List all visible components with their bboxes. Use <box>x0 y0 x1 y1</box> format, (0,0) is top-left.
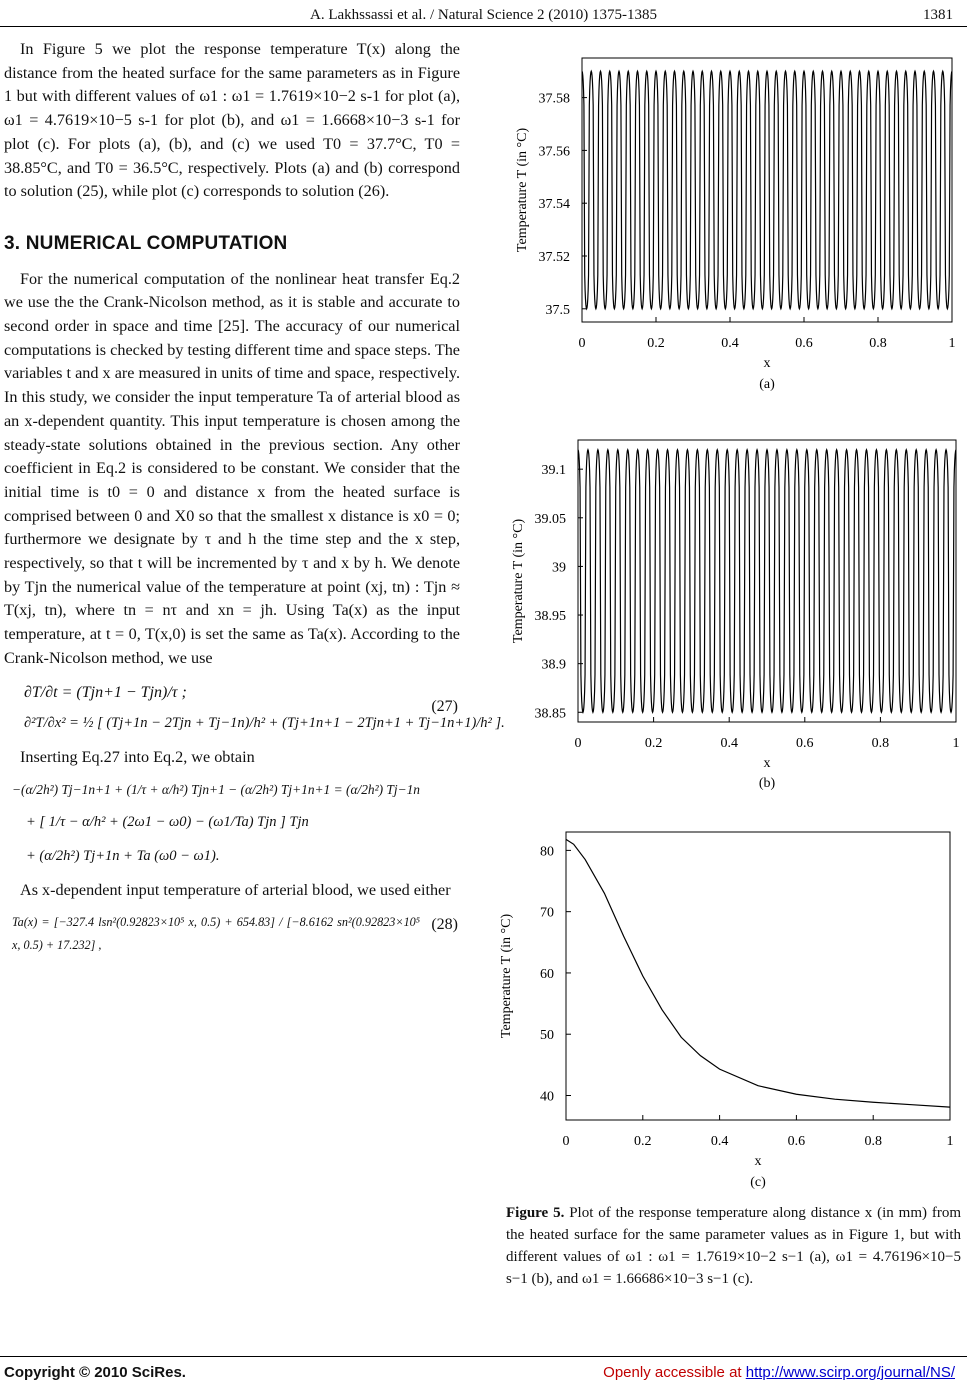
plot-b <box>490 432 965 797</box>
x-tick-label: 0.2 <box>644 736 663 751</box>
plot-sublabel: (c) <box>750 1175 766 1190</box>
equation-28-line: Ta(x) = [−327.4 lsn²(0.92823×10⁵ x, 0.5) + 654.83] / [−8.6162 sn²(0.92823×10⁵ x, 0.5) + 17.232] , <box>12 914 420 953</box>
plot-frame <box>566 832 950 1120</box>
y-tick-label: 39.1 <box>541 463 566 479</box>
plot-a <box>490 40 965 400</box>
equation-28-number: (28) <box>431 915 458 933</box>
x-axis-label: x <box>763 756 771 771</box>
equation-discretized <box>4 778 460 869</box>
x-tick-label: 1 <box>946 1134 954 1149</box>
y-tick-label: 37.56 <box>538 144 570 160</box>
open-access-note <box>603 1364 955 1381</box>
plot-a-svg <box>490 40 965 400</box>
x-axis-label: x <box>763 356 771 371</box>
plot-sublabel: (b) <box>758 776 776 791</box>
y-tick-label: 80 <box>540 844 554 860</box>
x-tick-label: 0.8 <box>864 1134 882 1149</box>
figure-caption <box>506 1202 961 1290</box>
page-footer <box>0 1362 967 1388</box>
equation-27-line-2: ∂²T/∂x² = ½ [ (Tj+1n − 2Tjn + Tj−1n)/h² + (Tj+1n+1 − 2Tjn+1 + Tj−1n+1)/h² ]. <box>24 715 505 732</box>
x-tick-label: 0.2 <box>647 336 665 351</box>
paragraph-numerical-method: For the numerical computation of the nonlinear heat transfer Eq.2 we use the the Crank-Nicolson method, as it is stable and accurate to second order in space and time [25]. The accuracy of our numerical computations is checked by testing different time and space steps. The variables t and x are measured in units of time and space, respectively. In this study, we consider the input temperature Ta of arterial blood as an x-dependent quantity. This input temperature is chosen among the steady-state solutions obtained in the previous section. Any other coefficient in Eq.2 is considered to be constant. We consider that the initial time is t0 = 0 and distance x from the heated surface is comprised between 0 and X0 so that the smallest x distance is x0 = 0; furthermore we designate by τ and h the time step and the x step, respectively, so that t will be incremented by τ and x by h. We denote by Tjn the numerical value of the temperature at point (xj, tn) : Tjn ≈ T(xj, tn), where tn = nτ and xn = jh. Using Ta(x) as the input temperature, at t = 0, T(x,0) is set the same as Ta(x). According to the Crank-Nicolson method, we use <box>4 269 460 667</box>
equation-27-line-1: ∂T/∂t = (Tjn+1 − Tjn)/τ ; <box>24 683 187 701</box>
plot-frame <box>582 58 952 322</box>
equation-discretized-line-3: + (α/2h²) Tj+1n + Ta (ω0 − ω1). <box>26 848 220 865</box>
paragraph-figure5-intro: In Figure 5 we plot the response temperature T(x) along the distance from the heated surface for the same parameters as in Figure 1 but with different values of ω1 : ω1 = 1.7619×10−2 s-1 for plot (a), ω1 = 4.7619×10−5 s-1 for plot (b), and ω1 = 1.6668×10−3 s-1 for plot (c). For plots (a), (b), and (c) we used T0 = 37.7°C, T0 = 38.85°C, and T0 = 36.5°C, respectively. Plots (a) and (b) correspond to solution (25), while plot (c) corresponds to solution (26). <box>4 40 460 201</box>
y-tick-label: 60 <box>540 966 554 982</box>
footer-rule <box>0 1356 967 1357</box>
y-axis-label: Temperature T (in °C) <box>511 518 526 644</box>
paragraph-inserting: Inserting Eq.27 into Eq.2, we obtain <box>20 747 255 766</box>
y-tick-label: 37.58 <box>538 91 570 107</box>
x-tick-label: 1 <box>948 336 956 351</box>
figure-caption-lead: Figure 5. <box>506 1205 565 1221</box>
x-tick-label: 0.6 <box>796 736 814 751</box>
x-tick-label: 0.4 <box>710 1134 729 1149</box>
y-tick-label: 38.85 <box>534 706 566 722</box>
series-line <box>582 71 952 309</box>
x-tick-label: 0 <box>574 736 582 751</box>
x-tick-label: 0.4 <box>720 736 738 751</box>
running-title: A. Lakhssassi et al. / Natural Science 2 (2010) 1375-1385 <box>310 7 657 23</box>
plot-b-svg <box>490 432 965 797</box>
x-tick-label: 0.2 <box>634 1134 652 1149</box>
x-tick-label: 0.8 <box>871 736 890 751</box>
y-tick-label: 38.9 <box>541 657 566 673</box>
equation-27-number: (27) <box>431 697 458 715</box>
y-axis-label: Temperature T (in °C) <box>515 127 530 253</box>
left-column <box>4 38 505 964</box>
y-tick-label: 39.05 <box>534 511 566 527</box>
header-rule <box>0 26 967 27</box>
series-line <box>578 450 956 713</box>
equation-27 <box>4 681 505 736</box>
y-tick-label: 37.52 <box>538 250 570 265</box>
x-tick-label: 0.6 <box>795 336 813 351</box>
section-heading: 3. NUMERICAL COMPUTATION <box>4 232 288 254</box>
page-header <box>0 4 967 26</box>
equation-28 <box>4 911 460 958</box>
x-tick-label: 0.4 <box>721 336 739 351</box>
y-tick-label: 50 <box>540 1028 554 1044</box>
plot-c-svg <box>490 824 965 1196</box>
y-tick-label: 38.95 <box>534 609 566 625</box>
x-tick-label: 1 <box>952 736 960 751</box>
plot-c <box>490 824 965 1196</box>
paragraph-arterial-input: As x-dependent input temperature of arterial blood, we used either <box>20 880 451 899</box>
equation-discretized-line-1: −(α/2h²) Tj−1n+1 + (1/τ + α/h²) Tjn+1 − (α/2h²) Tj+1n+1 = (α/2h²) Tj−1n <box>12 781 420 797</box>
copyright: Copyright © 2010 SciRes. <box>4 1364 186 1381</box>
x-tick-label: 0 <box>578 336 586 351</box>
y-tick-label: 39 <box>552 560 566 576</box>
y-tick-label: 37.5 <box>545 302 570 318</box>
y-tick-label: 37.54 <box>538 197 570 213</box>
figure-caption-text: Plot of the response temperature along distance x (in mm) from the heated surface for the same parameter values as in Figure 1, but with different values of ω1 : ω1 = 1.7619×10−2 s−1 (a), ω1 = 4.76196×10−5 s−1 (b), and ω1 = 1.66686×10−3 s−1 (c). <box>506 1205 961 1287</box>
page-number: 1381 <box>923 7 953 23</box>
equation-discretized-line-2: + [ 1/τ − α/h² + (2ω1 − ω0) − (ω1/Ta) Tjn ] Tjn <box>26 814 309 831</box>
y-axis-label: Temperature T (in °C) <box>499 913 514 1039</box>
series-line <box>566 839 950 1107</box>
y-tick-label: 70 <box>540 905 554 921</box>
x-tick-label: 0.8 <box>869 336 887 351</box>
x-tick-label: 0.6 <box>787 1134 806 1149</box>
journal-link[interactable]: http://www.scirp.org/journal/NS/ <box>745 1364 955 1381</box>
open-access-text: Openly accessible at <box>603 1364 742 1381</box>
x-tick-label: 0 <box>562 1134 570 1149</box>
plot-sublabel: (a) <box>759 377 775 392</box>
x-axis-label: x <box>754 1154 762 1169</box>
y-tick-label: 40 <box>540 1089 554 1105</box>
